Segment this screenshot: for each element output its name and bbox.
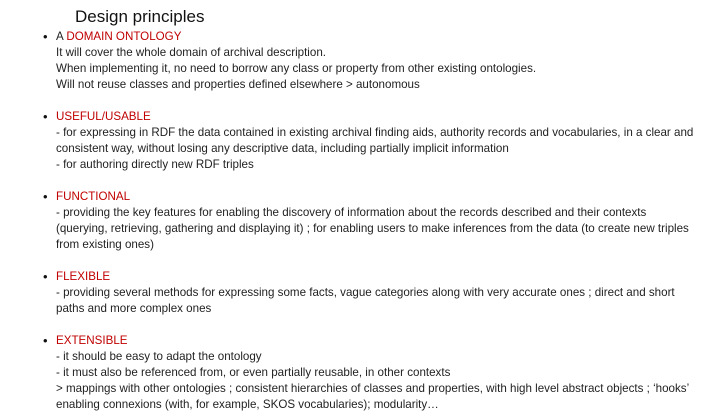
- principle-title: • EXTENSIBLE: [56, 334, 128, 347]
- principle-functional: [40, 189, 700, 253]
- principle-line: - providing several methods for expressing some facts, vague categories along with very accurate ones ; direct and short paths and more complex ones: [56, 286, 675, 315]
- principle-line: - it must also be referenced from, or even partially reusable, in other contexts: [56, 366, 451, 379]
- principle-title: • FUNCTIONAL: [56, 190, 131, 203]
- principle-title: • USEFUL/USABLE: [56, 110, 151, 123]
- principle-heading: [56, 29, 700, 45]
- principle-line: - providing the key features for enabling the discovery of information about the records described and their contexts (querying, retrieving, gathering and displaying it) ; for enabling users to make inferences from the data (to create new triples from existing ones): [56, 206, 689, 251]
- slide-title: Design principles: [75, 7, 205, 26]
- principle-extensible: [40, 333, 700, 413]
- principle-line: - for authoring directly new RDF triples: [56, 158, 254, 171]
- principle-useful-usable: [40, 109, 700, 173]
- principle-title: DOMAIN ONTOLOGY: [66, 30, 182, 43]
- principles-list: [40, 29, 700, 413]
- principle-title: • FLEXIBLE: [56, 270, 111, 283]
- principle-prefix: A: [56, 30, 67, 43]
- principle-line: - for expressing in RDF the data contained in existing archival finding aids, authority records and vocabularies, in a clear and consistent way, without losing any descriptive data, including partially implicit information: [56, 126, 694, 155]
- principle-line: Will not reuse classes and properties defined elsewhere > autonomous: [56, 78, 420, 91]
- principle-line: When implementing it, no need to borrow any class or property from other existing ontologies.: [56, 62, 537, 75]
- principle-line: It will cover the whole domain of archival description.: [56, 46, 327, 59]
- principle-line: > mappings with other ontologies ; consistent hierarchies of classes and properties, with high level abstract objects ; ‘hooks’ enabling connexions (with, for example, SKOS vocabularies); modularity…: [56, 382, 689, 411]
- principle-flexible: [40, 269, 700, 317]
- principle-line: - it should be easy to adapt the ontology: [56, 350, 262, 363]
- principle-domain-ontology: [40, 29, 700, 93]
